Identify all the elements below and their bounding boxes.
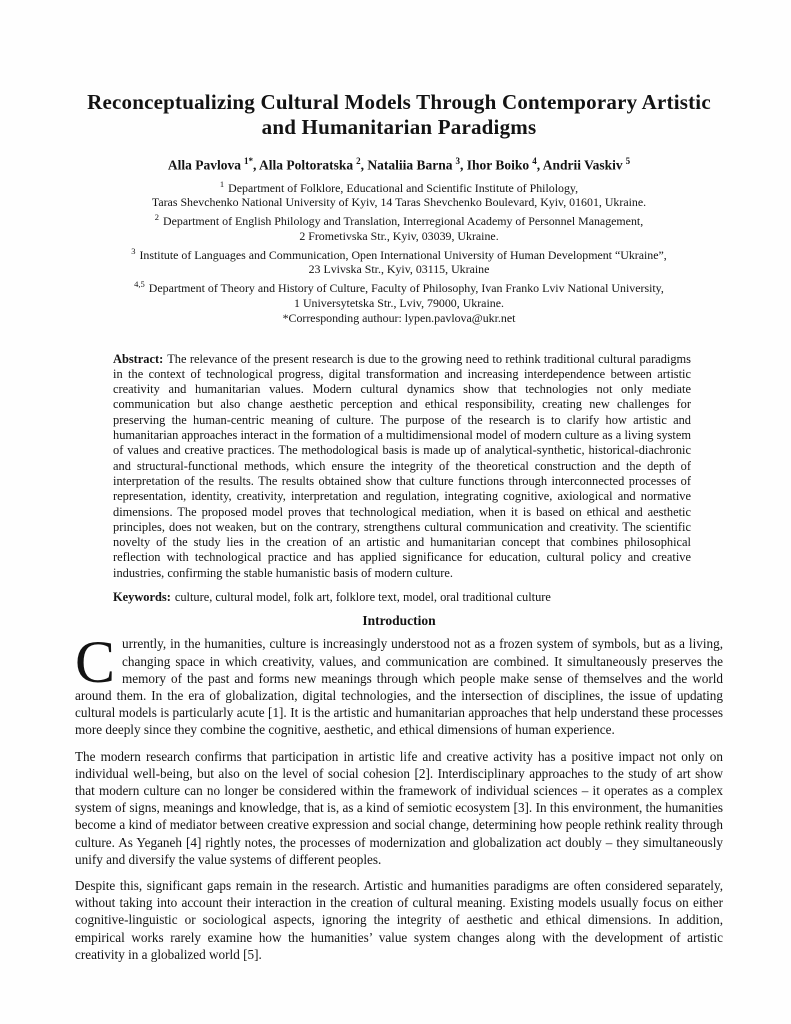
abstract-section: [113, 352, 691, 581]
paper-title: Reconceptualizing Cultural Models Through Contemporary Artistic and Humanitarian Paradigms: [87, 90, 711, 139]
affiliations-block: [75, 177, 723, 326]
affiliation-text: Institute of Languages and Communication, Open International University of Human Development “Ukraine”,: [136, 247, 667, 262]
affiliation-text: Department of Folklore, Educational and Scientific Institute of Philology,: [225, 180, 579, 195]
affiliation-line: [75, 177, 723, 196]
author-superscript: 3: [455, 156, 461, 166]
affiliation-line: [75, 277, 723, 296]
affiliation-line: [75, 296, 723, 311]
affiliation-line: [75, 195, 723, 210]
affiliation-line: [75, 262, 723, 277]
affiliation-superscript: 2: [154, 212, 160, 223]
affiliation-superscript: 3: [131, 245, 136, 256]
authors-line: [75, 153, 723, 174]
author-name: Alla Poltoratska: [259, 157, 354, 173]
keywords-section: [113, 590, 691, 605]
author-separator: ,: [360, 157, 368, 173]
intro-paragraph-2: The modern research confirms that participation in artistic life and creative activity has a positive impact not only on individual well-being, but also on the level of social cohesion [2]. Interdisciplinary approaches to the study of art show that modern culture can no longer be considered within the framework of individual sciences – it operates as a complex system of signs, meanings and knowledge, that is, as a kind of semiotic ecosystem [3]. In this environment, the humanities become a kind of mediator between creative expression and social change, determining how people rethink reality through culture. As Yeganeh [4] rightly notes, the processes of modernization and globalization act doubly – they simultaneously unify and diversify the value systems of different peoples.: [75, 748, 723, 867]
affiliation-text: 2 Frometivska Str., Kyiv, 03039, Ukraine.: [299, 228, 499, 243]
abstract-label: Abstract:: [113, 351, 164, 366]
drop-cap-letter: C: [75, 629, 116, 696]
author-name: Andrii Vaskiv: [542, 157, 623, 173]
affiliation-text: Department of English Philology and Translation, Interregional Academy of Personnel Management,: [160, 214, 644, 229]
author-name: Nataliia Barna: [367, 157, 453, 173]
author-name: Alla Pavlova: [167, 157, 241, 173]
author-separator: ,: [253, 157, 260, 173]
keywords-text: culture, cultural model, folk art, folklore text, model, oral traditional culture: [174, 590, 551, 604]
author-separator: ,: [536, 157, 543, 173]
author-superscript: 4: [532, 156, 537, 166]
intro-paragraph-1: [75, 629, 723, 738]
affiliation-text: 23 Lvivska Str., Kyiv, 03115, Ukraine: [308, 262, 490, 277]
keywords-label: Keywords:: [113, 590, 171, 604]
affiliation-text: 1 Universytetska Str., Lviv, 79000, Ukraine.: [294, 295, 504, 310]
corresponding-author-text: *Corresponding authour: lypen.pavlova@ukr.net: [282, 310, 516, 325]
affiliation-superscript: 1: [219, 178, 225, 189]
corresponding-author-line: [75, 311, 723, 326]
affiliation-line: [75, 229, 723, 244]
author-superscript: 2: [356, 156, 361, 166]
affiliation-text: Taras Shevchenko National University of Kyiv, 14 Taras Shevchenko Boulevard, Kyiv, 01601, Ukraine.: [151, 195, 647, 210]
author-superscript: 1*: [244, 156, 253, 166]
author-name: Ihor Boiko: [466, 157, 530, 173]
affiliation-text: Department of Theory and History of Culture, Faculty of Philosophy, Ivan Franko Lviv National University,: [145, 281, 664, 296]
author-separator: ,: [460, 157, 467, 173]
affiliation-line: [75, 244, 723, 263]
intro-paragraph-1-text: urrently, in the humanities, culture is increasingly understood not as a frozen system of symbols, but as a living, changing space in which creativity, values, and communication are combined. It simultaneously preserves the memory of the past and forms new meanings through which people make sense of themselves and the world around them. In the era of globalization, digital technologies, and the intersection of disciplines, the issue of updating cultural models is particularly acute [1]. It is the artistic and humanitarian approaches that help understand these processes more deeply since they combine the cognitive, aesthetic, and ethical dimensions of human experience.: [75, 636, 723, 738]
affiliation-superscript: 4,5: [134, 279, 145, 290]
intro-paragraph-3: Despite this, significant gaps remain in the research. Artistic and humanities paradigms are often considered separately, without taking into account their interaction in the creation of cultural meaning. Existing models usually focus on either cognitive-linguistic or sociological aspects, ignoring the integrity of aesthetic and ethical dimensions. In addition, empirical works rarely examine how the humanities’ value system changes along with the development of artistic creativity in a globalized world [5].: [75, 877, 723, 962]
abstract-text: The relevance of the present research is due to the growing need to rethink traditional cultural paradigms in the context of technological progress, digital transformation and increasing interdependence between artistic creativity and humanitarian values. Modern cultural dynamics show that technologies not only mediate communication but also change aesthetic perception and ethical responsibility, creating new challenges for preserving the human-centric meaning of culture. The purpose of the research is to clarify how artistic and humanitarian approaches interact in the formation of a multidimensional model of modern culture as a living system of values and creative practices. The methodological basis is made up of analytical-synthetic, historical-diachronic and structural-functional methods, which ensure the integrity of the theoretical construction and the depth of interpretation of the results. The results obtained show that culture functions through interconnected processes of representation, identity, creativity, interpretation and regulation, integrating cognitive, axiological and normative dimensions. The proposed model proves that technological mediation, when it is based on ethical and aesthetic principles, does not weaken, but on the contrary, strengthens cultural communication and creativity. The scientific novelty of the study lies in the creation of an artistic and humanitarian concept that combines philosophical reflection with technological practice and has applied significance for education, cultural policy and creative industries, confirming the stable humanistic basis of modern culture.: [113, 351, 691, 580]
affiliation-line: [75, 210, 723, 229]
introduction-heading: Introduction: [362, 613, 436, 629]
author-superscript: 5: [625, 156, 631, 166]
